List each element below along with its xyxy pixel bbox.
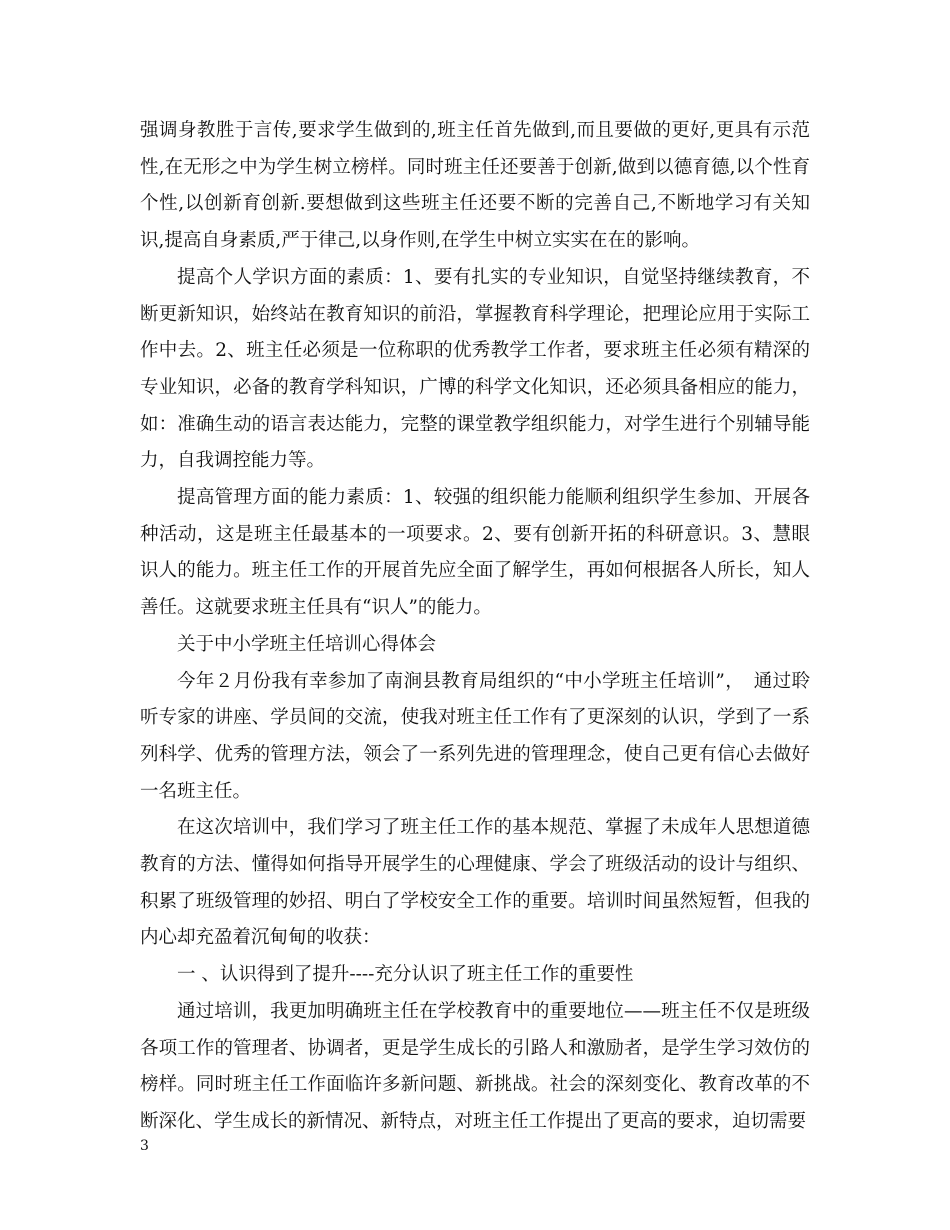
document-body [140,113,810,1141]
subsection-heading: 一 、认识得到了提升----充分认识了班主任工作的重要性 [177,964,634,986]
section-heading: 关于中小学班主任培训心得体会 [177,633,437,655]
paragraph-1: 强调身教胜于言传,要求学生做到的,班主任首先做到,而且要做的更好,更具有示范性,在无形之中为学生树立榜样。同时班主任还要善于创新,做到以德育德,以个性育个性,以创新育创新.要想做到这些班主任还要不断的完善自己,不断地学习有关知识,提高自身素质,严于律己,以身作则,在学生中树立实实在在的影响。 [140,120,810,252]
paragraph-6: 通过培训，我更加明确班主任在学校教育中的重要地位——班主任不仅是班级各项工作的管理者、协调者，更是学生成长的引路人和激励者，是学生学习效仿的榜样。同时班主任工作面临许多新问题、新挑战。社会的深刻变化、教育改革的不断深化、学生成长的新情况、新特点，对班主任工作提出了更高的要求，迫切需要 [140,1000,810,1132]
paragraph-3: 提高管理方面的能力素质：1、较强的组织能力能顺利组织学生参加、开展各种活动，这是班主任最基本的一项要求。2、要有创新开拓的科研意识。3、慧眼识人的能力。班主任工作的开展首先应全面了解学生，再如何根据各人所长，知人善任。这就要求班主任具有“识人”的能力。 [140,487,810,619]
page-number: 3 [140,1138,149,1154]
paragraph-4: 今年２月份我有幸参加了南涧县教育局组织的“中小学班主任培训”， 通过聆听专家的讲座、学员间的交流，使我对班主任工作有了更深刻的认识，学到了一系列科学、优秀的管理方法，领会了一系列先进的管理理念，使自己更有信心去做好一名班主任。 [140,670,810,802]
paragraph-5: 在这次培训中，我们学习了班主任工作的基本规范、掌握了未成年人思想道德教育的方法、懂得如何指导开展学生的心理健康、学会了班级活动的设计与组织、积累了班级管理的妙招、明白了学校安全工作的重要。培训时间虽然短暂，但我的内心却充盈着沉甸甸的收获： [140,817,810,949]
paragraph-2: 提高个人学识方面的素质：1、要有扎实的专业知识，自觉坚持继续教育，不断更新知识，始终站在教育知识的前沿，掌握教育科学理论，把理论应用于实际工作中去。2、班主任必须是一位称职的优秀教学工作者，要求班主任必须有精深的专业知识，必备的教育学科知识，广博的科学文化知识，还必须具备相应的能力，如：准确生动的语言表达能力，完整的课堂教学组织能力，对学生进行个别辅导能力，自我调控能力等。 [140,266,810,472]
